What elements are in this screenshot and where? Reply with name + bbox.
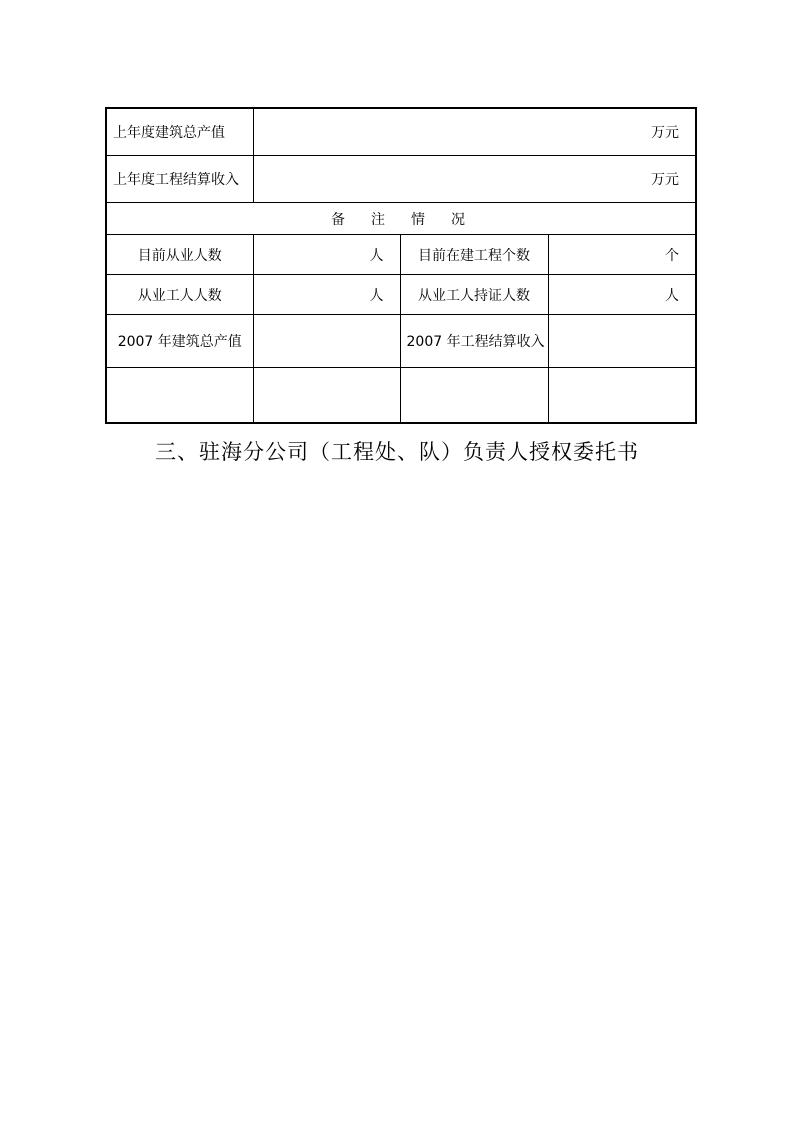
output-2007-field[interactable]: [253, 315, 400, 368]
unit-person: 人: [369, 287, 384, 304]
settlement-2007-field[interactable]: [548, 315, 696, 368]
table-row: [106, 315, 696, 368]
workers-label: 从业工人人数: [106, 275, 253, 315]
blank-cell[interactable]: [400, 368, 548, 424]
table-row: [106, 156, 696, 203]
workers-field[interactable]: [253, 275, 400, 315]
blank-cell[interactable]: [548, 368, 696, 424]
blank-cell[interactable]: [253, 368, 400, 424]
prev-year-settlement-field[interactable]: [253, 156, 696, 203]
unit-wanyuan: 万元: [651, 172, 680, 188]
table-row: [106, 108, 696, 156]
current-staff-label: 目前从业人数: [106, 235, 253, 275]
prev-year-output-field[interactable]: [253, 108, 696, 156]
company-info-table: [105, 107, 697, 424]
table-row: [106, 235, 696, 275]
blank-cell[interactable]: [106, 368, 253, 424]
output-2007-label: 2007 年建筑总产值: [106, 315, 253, 368]
certified-workers-field[interactable]: [548, 275, 696, 315]
table-row: [106, 203, 696, 235]
remarks-header: 备注情况: [106, 203, 696, 235]
settlement-2007-label: 2007 年工程结算收入: [400, 315, 548, 368]
certified-workers-label: 从业工人持证人数: [400, 275, 548, 315]
unit-person: 人: [665, 287, 680, 304]
unit-count: 个: [665, 247, 680, 264]
projects-in-progress-field[interactable]: [548, 235, 696, 275]
table-row: [106, 275, 696, 315]
prev-year-output-label: 上年度建筑总产值: [106, 108, 253, 156]
section-title: 三、驻海分公司（工程处、队）负责人授权委托书: [155, 440, 639, 464]
table-row: [106, 368, 696, 424]
unit-wanyuan: 万元: [651, 125, 680, 141]
projects-in-progress-label: 目前在建工程个数: [400, 235, 548, 275]
unit-person: 人: [369, 247, 384, 264]
prev-year-settlement-label: 上年度工程结算收入: [106, 156, 253, 203]
current-staff-field[interactable]: [253, 235, 400, 275]
